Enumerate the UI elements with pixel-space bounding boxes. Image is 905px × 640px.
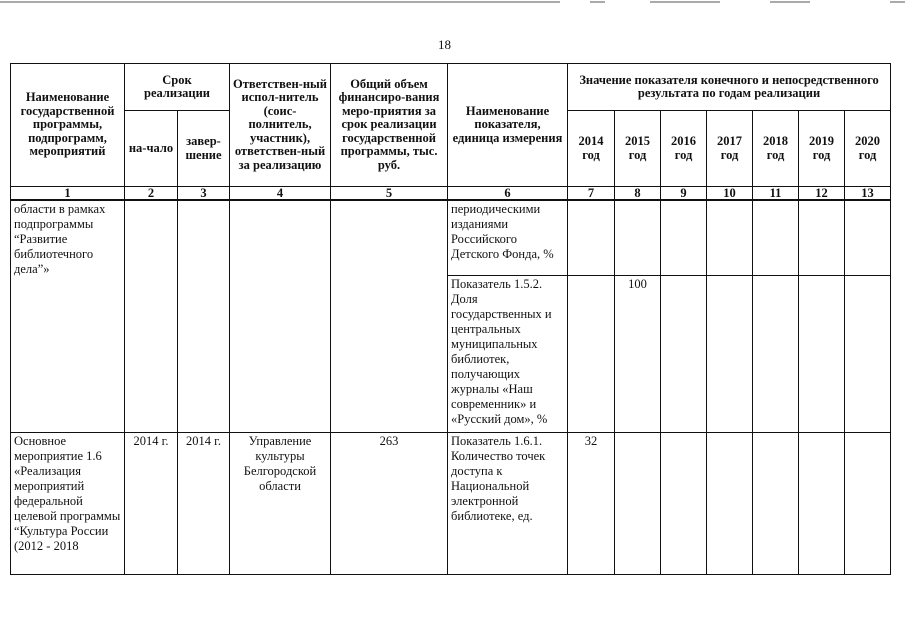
start-cell [125,200,178,432]
value-cell [707,275,753,432]
value-cell [568,275,615,432]
value-cell [661,200,707,275]
column-number: 1 [11,187,125,201]
header-year: 2018 год [753,111,799,187]
value-cell [799,275,845,432]
end-cell: 2014 г. [178,432,230,574]
column-number: 3 [178,187,230,201]
header-year: 2015 год [615,111,661,187]
header-program-name: Наименование государственной программы, подпрограмм, мероприятий [11,64,125,187]
column-number: 4 [230,187,331,201]
header-year: 2019 год [799,111,845,187]
indicator-cell: Показатель 1.5.2. Доля государственных и центральных муниципальных библиотек, получающих журналы «Наш современник» и «Русский дом», % [448,275,568,432]
financing-cell [331,200,448,432]
responsible-cell [230,200,331,432]
value-cell [753,200,799,275]
indicator-cell: Показатель 1.6.1. Количество точек доступа к Национальной электронной библиотеке, ед. [448,432,568,574]
column-number: 12 [799,187,845,201]
value-cell [753,432,799,574]
value-cell [799,432,845,574]
scan-edge-lines [0,0,905,6]
value-cell [615,200,661,275]
column-number: 11 [753,187,799,201]
column-number: 2 [125,187,178,201]
table-row [11,432,891,574]
value-cell [661,275,707,432]
program-cell: Основное мероприятие 1.6 «Реализация мероприятий федеральной целевой программы “Культура России (2012 - 2018 [11,432,125,574]
value-cell [661,432,707,574]
page-number: 18 [438,37,451,52]
value-cell [753,275,799,432]
header-start: на-чало [125,111,178,187]
header-year: 2016 год [661,111,707,187]
column-number: 8 [615,187,661,201]
table-row [11,200,891,275]
column-number: 6 [448,187,568,201]
header-year: 2014 год [568,111,615,187]
program-cell: области в рамках подпрограммы “Развитие библиотечного дела”» [11,200,125,432]
value-cell [615,432,661,574]
value-cell [799,200,845,275]
value-cell [707,200,753,275]
indicator-cell: периодическими изданиями Российского Детского Фонда, % [448,200,568,275]
column-number: 5 [331,187,448,201]
header-end: завер-шение [178,111,230,187]
value-cell [845,275,891,432]
header-indicator: Наименование показателя, единица измерения [448,64,568,187]
header-responsible: Ответствен-ный испол-нитель (соис-полнитель, участник), ответствен-ный за реализацию [230,64,331,187]
value-cell [845,432,891,574]
column-number: 9 [661,187,707,201]
value-cell [568,200,615,275]
column-number-row [11,187,891,201]
header-year: 2017 год [707,111,753,187]
header-financing: Общий объем финансиро-вания меро-приятия за срок реализации государственной программы, тыс. руб. [331,64,448,187]
header-period: Срок реализации [125,64,230,111]
value-cell [845,200,891,275]
responsible-cell: Управление культуры Белгородской области [230,432,331,574]
value-cell: 100 [615,275,661,432]
header-year: 2020 год [845,111,891,187]
value-cell: 32 [568,432,615,574]
value-cell [707,432,753,574]
header-values-group: Значение показателя конечного и непосредственного результата по годам реализации [568,64,891,111]
column-number: 13 [845,187,891,201]
start-cell: 2014 г. [125,432,178,574]
column-number: 10 [707,187,753,201]
financing-cell: 263 [331,432,448,574]
column-number: 7 [568,187,615,201]
end-cell [178,200,230,432]
program-indicators-table [10,63,891,575]
